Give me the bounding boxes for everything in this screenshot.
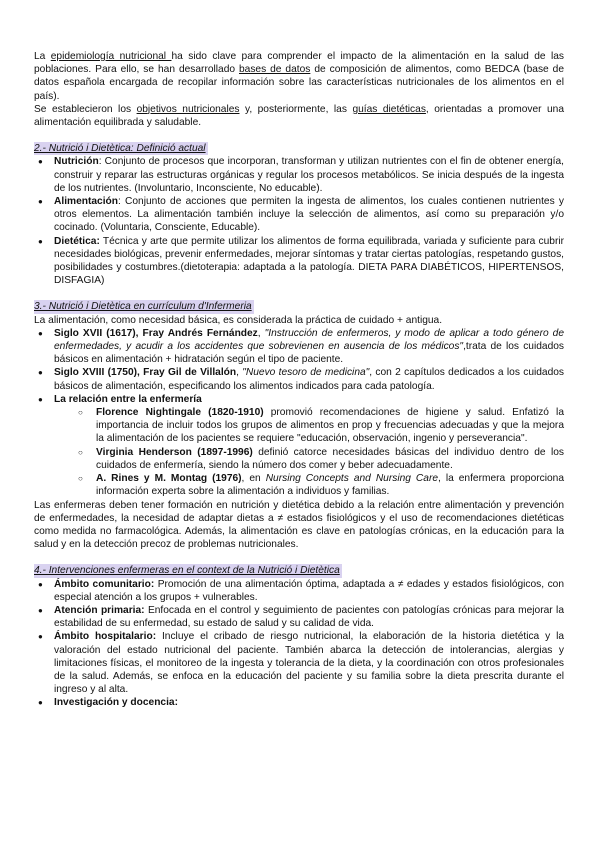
section-3-sublist [54,406,564,498]
section-2 [34,142,564,287]
section-3-closing: Las enfermeras deben tener formación en nutrición y dietética debido a la relación entre alimentación y prevención de enfermedades, la necesidad de adaptar dietas a ≠ estados fisiológicos y el uso de recomendaciones dietéticas como medida no farmacológica. Además, la alimentación es clave en patologías crónicas, en la educación para la salud y en la detección precoz de problemas nutricionales. [34,499,564,551]
list-item: ● Nutrición: Conjunto de procesos que incorporan, transforman y utilizan nutrientes con el fin de obtener energía, construir y reparar las estructuras orgánicas y regular los procesos metabólicos. Se inicia después de la ingesta de los nutrientes. (Involuntario, Inconsciente, No educable). [34,155,564,195]
list-item: ● Siglo XVIII (1750), Fray Gil de Villalón, "Nuevo tesoro de medicina", con 2 capítulos dedicados a los cuidados básicos de alimentación, especificando los alimentos indicados para cada patología. [34,366,564,392]
sub-list-item: ○ Florence Nightingale (1820-1910) promovió recomendaciones de higiene y salud. Enfatizó la importancia de incluir todos los grupos de alimentos en prop y frecuencias adecuadas y que la mejora la alimentación de los pacientes se requiere "educación, observación, ingenio y perseverancia". [54,406,564,446]
section-3 [34,300,564,551]
section-4 [34,564,564,709]
section-2-list [34,155,564,287]
list-item: ● Atención primaria: Enfocada en el control y seguimiento de pacientes con patologías crónicas para mejorar la estabilidad de su enfermedad, su estado de salud y su calidad de vida. [34,604,564,630]
section-4-heading: 4.- Intervenciones enfermeras en el context de la Nutrició i Dietètica [34,565,340,577]
document-page [34,50,564,710]
section-4-list [34,578,564,710]
list-item: ● Ámbito comunitario: Promoción de una alimentación óptima, adaptada a ≠ edades y estados fisiológicos, con especial atención a los grupos + vulnerables. [34,578,564,604]
link-objetivos-nutricionales[interactable]: objetivos nutricionales [136,103,240,115]
list-item: ● Siglo XVII (1617), Fray Andrés Fernández, "Instrucción de enfermeros, y modo de aplicar a todo género de enfermedades, y acudir a los accidentes que sobrevienen en ausencia de los médicos",trata de los cuidados básicos en alimentación + hidratación según el tipo de paciente. [34,327,564,367]
link-epidemiologia-nutricional[interactable]: epidemiología nutricional [50,51,172,62]
sub-list-item: ○ Virginia Henderson (1897-1996) definió catorce necesidades básicas del individuo dentro de los cuidados de enfermería, siendo la número dos comer y beber adecuadamente. [54,446,564,472]
list-item: ● La relación entre la enfermería ○ Florence Nightingale (1820-1910) promovió recomendaciones de higiene y salud. Enfatizó la importancia de incluir todos los grupos de alimentos en prop y frecuencias adecuadas y que la mejora la alimentación de los pacientes se requiere "educación, observación, ingenio y perseverancia". ○ Virginia Henderson (1897-1996) definió catorce necesidades básicas del individuo dentro de los cuidados de enfermería, siendo la número dos comer y beber adecuadamente. ○ A. Rines y M. Montag (1976), en Nursing Concepts and Nursing Care, la enfermera proporciona información experta sobre la alimentación a individuos y familias. [34,393,564,499]
section-3-heading: 3.- Nutrició i Dietètica en currículum d'Infermeria [34,301,252,313]
intro-paragraph-2: Se establecieron los objetivos nutricionales y, posteriormente, las guías dietéticas, orientadas a promover una alimentación equilibrada y saludable. [34,103,565,129]
section-3-intro: La alimentación, como necesidad básica, es considerada la práctica de cuidado + antigua. [34,314,443,326]
section-2-heading: 2.- Nutrició i Dietètica: Definició actual [34,143,206,155]
link-bases-de-datos[interactable]: bases de datos [239,64,311,76]
list-item: ● Alimentación: Conjunto de acciones que permiten la ingesta de alimentos, los cuales contienen nutrientes y otros elementos. La alimentación también incluye la selección de alimentos, así como su preparación y/o cocinado. (Voluntaria, Consciente, Educable). [34,195,564,235]
list-item: ● Ámbito hospitalario: Incluye el cribado de riesgo nutricional, la elaboración de la historia dietética y la valoración del estado nutricional del paciente. También abarca la detección de intolerancias, alergias y limitaciones físicas, el monitoreo de la ingesta y tolerancia de la dieta, y la coordinación con otros profesionales de la salud. Además, se enfoca en la educación del paciente y su familia sobre la dieta prescrita durante el ingreso y al alta. [34,630,564,696]
list-item: ● Dietética: Técnica y arte que permite utilizar los alimentos de forma equilibrada, variada y suficiente para cubrir necesidades biológicas, prevenir enfermedades, mejorar síntomas y tratar ciertas patologías, respetando gustos, posibilidades y costumbres.(dietoterapia: adaptada a la patología. DIETA PARA DIABÉTICOS, HIPERTENSOS, DISFAGIA) [34,235,564,288]
link-guias-dieteticas[interactable]: guías dietéticas [352,103,426,115]
sub-list-item: ○ A. Rines y M. Montag (1976), en Nursing Concepts and Nursing Care, la enfermera proporciona información experta sobre la alimentación a individuos y familias. [54,472,564,498]
intro-paragraph-1: La epidemiología nutricional ha sido clave para comprender el impacto de la alimentación en la salud de las poblaciones. Para ello, se han desarrollado bases de datos de composición de alimentos, como BEDCA (base de datos española encargada de recopilar información sobre las características nutricionales de los alimentos en el país). [34,51,565,102]
section-3-list [34,327,564,499]
list-item: ● Investigación y docencia: [34,696,564,709]
